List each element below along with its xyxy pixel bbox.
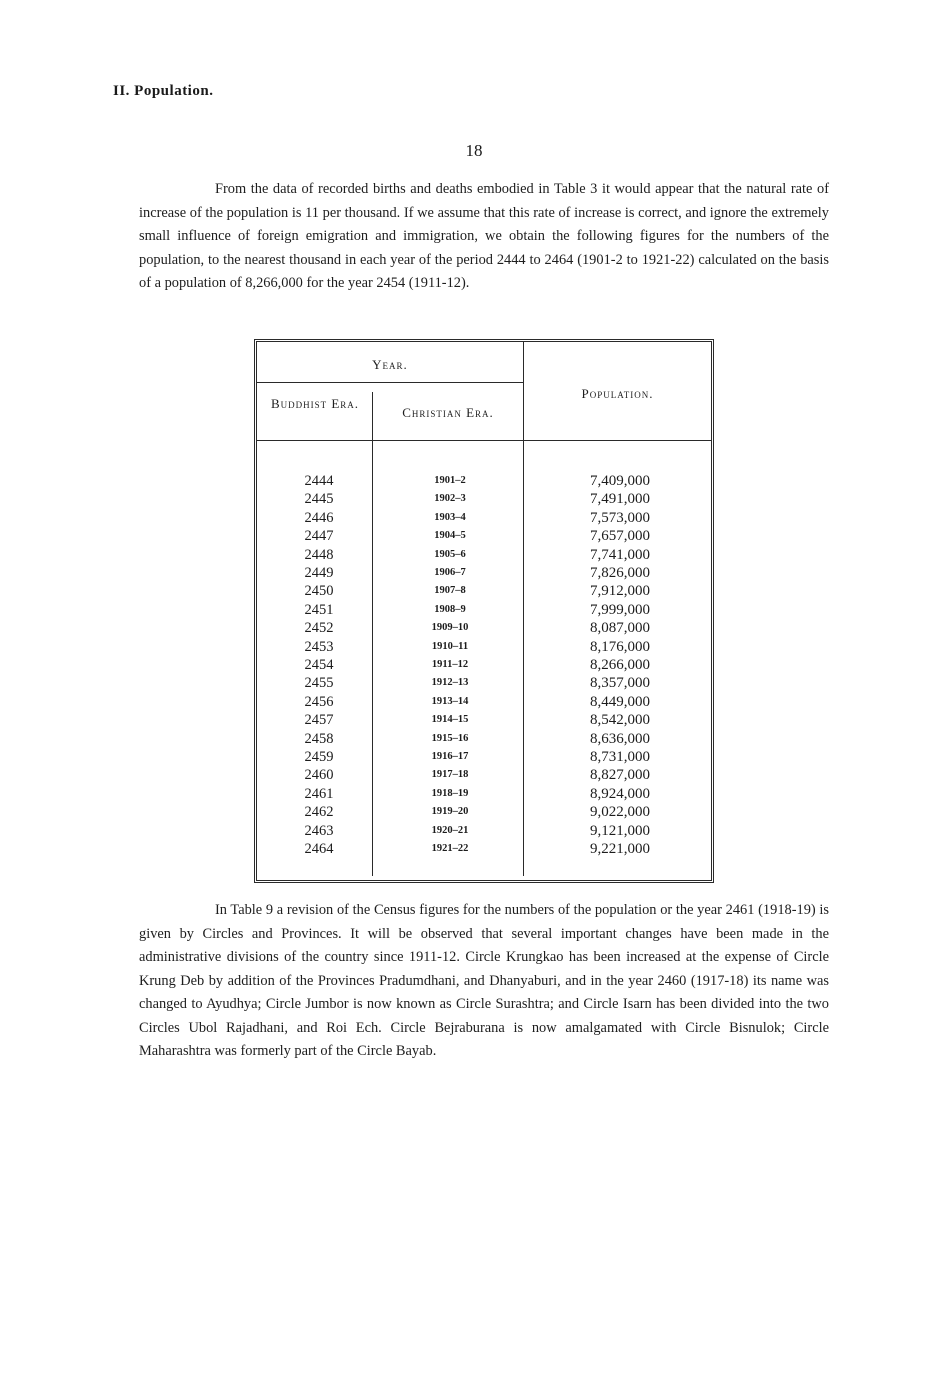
table-row [257,601,711,619]
population-cell: 7,409,000 [590,473,650,489]
buddhist-era-cell: 2451 [304,601,334,618]
population-cell: 7,999,000 [590,601,650,618]
christian-era-cell: 1911–12 [431,659,469,670]
buddhist-era-cell: 2449 [304,565,334,581]
population-cell: 7,741,000 [590,546,650,563]
table-row [257,509,711,527]
population-cell: 8,266,000 [590,657,650,673]
table-rule-header [257,440,711,441]
christian-era-cell: 1921–22 [431,843,469,854]
christian-era-cell: 1903–4 [434,511,466,523]
christian-era-cell: 1904–5 [434,530,466,542]
table-row [257,693,711,711]
buddhist-era-cell: 2448 [304,546,334,563]
table-row [257,472,711,490]
buddhist-era-cell: 2463 [304,822,334,839]
table-row [257,674,711,692]
table-row [257,766,711,784]
christian-era-cell: 1913–14 [431,695,469,707]
population-cell: 9,022,000 [590,804,650,821]
revision-paragraph-text: In Table 9 a revision of the Census figures for the numbers of the population or the year 2461 (1918-19) is given by Circles and Provinces. It will be observed that several important changes have been made in the administrative divisions of the country since 1911-12. Circle Krungkao has been increased at the expense of Circle Krung Deb by addition of the Provinces Pradumdhani, and Dhanyaburi, and in the year 2460 (1917-18) its name was changed to Ayudhya; Circle Jumbor is now known as Circle Surashtra; and Circle Isarn has been divided into the two Circles Ubol Rajadhani, and Roi Ech. Circle Bejraburana is now amalgamated with Circle Bisnulok; Circle Maharashtra was formerly part of the Circle Bayab. [139,902,829,1059]
christian-era-cell: 1920–21 [431,824,469,836]
table-row [257,822,711,840]
population-table [254,339,714,883]
population-cell: 8,357,000 [590,675,650,692]
page-number: 18 [465,141,483,160]
table-row [257,582,711,600]
population-cell: 9,121,000 [590,822,650,839]
header-population: Population. [581,386,654,401]
population-cell: 8,449,000 [590,693,650,710]
buddhist-era-cell: 2444 [304,473,334,489]
section-heading: II. Population. [113,83,214,99]
buddhist-era-cell: 2459 [304,749,334,765]
buddhist-era-cell: 2460 [304,767,334,784]
buddhist-era-cell: 2454 [304,657,334,673]
population-cell: 9,221,000 [590,841,650,857]
table-row [257,656,711,674]
population-cell: 8,731,000 [590,749,650,765]
buddhist-era-cell: 2446 [304,509,334,526]
christian-era-cell: 1909–10 [431,622,469,634]
christian-era-cell: 1910–11 [431,640,469,652]
population-cell: 8,087,000 [590,620,650,637]
christian-era-cell: 1906–7 [434,567,466,578]
buddhist-era-cell: 2457 [304,712,334,729]
table-row [257,490,711,508]
population-cell: 7,826,000 [590,565,650,581]
buddhist-era-cell: 2464 [304,841,334,857]
buddhist-era-cell: 2453 [304,638,334,655]
christian-era-cell: 1902–3 [434,493,466,505]
buddhist-era-cell: 2445 [304,491,334,508]
table-row [257,711,711,729]
table-row [257,619,711,637]
christian-era-cell: 1905–6 [434,548,466,560]
table-row [257,803,711,821]
christian-era-cell: 1907–8 [434,585,466,597]
table-row [257,638,711,656]
population-cell: 8,636,000 [590,730,650,747]
header-buddhist-era: Buddhist Era. [270,396,360,411]
population-cell: 7,573,000 [590,509,650,526]
christian-era-cell: 1912–13 [431,677,469,689]
header-christian-era: Christian Era. [402,405,494,420]
intro-paragraph-text: From the data of recorded births and deaths embodied in Table 3 it would appear that the natural rate of increase of the population is 11 per thousand. If we assume that this rate of increase is correct, and ignore the extremely small influence of foreign emigration and immigration, we obtain the following figures for the numbers of the population, to the nearest thousand in each year of the period 2444 to 2464 (1901-2 to 1921-22) calculated on the basis of a population of 8,266,000 for the year 2454 (1911-12). [139,181,829,291]
christian-era-cell: 1914–15 [431,714,469,726]
christian-era-cell: 1901–2 [434,475,466,486]
table-row [257,527,711,545]
buddhist-era-cell: 2452 [304,620,334,637]
table-row [257,546,711,564]
table-row [257,748,711,766]
table-row [257,564,711,582]
buddhist-era-cell: 2450 [304,583,334,600]
population-cell: 8,924,000 [590,785,650,802]
revision-paragraph [139,899,829,1064]
christian-era-cell: 1919–20 [431,806,469,818]
population-cell: 8,176,000 [590,638,650,655]
christian-era-cell: 1915–16 [431,732,469,744]
population-cell: 7,912,000 [590,583,650,600]
buddhist-era-cell: 2458 [304,730,334,747]
table-row [257,840,711,858]
population-cell: 7,657,000 [590,528,650,545]
christian-era-cell: 1908–9 [434,603,466,615]
christian-era-cell: 1918–19 [431,787,469,799]
table-row [257,785,711,803]
intro-paragraph [139,178,829,296]
christian-era-cell: 1917–18 [431,769,469,781]
population-cell: 8,827,000 [590,767,650,784]
buddhist-era-cell: 2455 [304,675,334,692]
header-year: Year. [372,357,408,372]
population-cell: 8,542,000 [590,712,650,729]
buddhist-era-cell: 2462 [304,804,334,821]
population-cell: 7,491,000 [590,491,650,508]
buddhist-era-cell: 2461 [304,785,334,802]
buddhist-era-cell: 2447 [304,528,334,545]
table-row [257,730,711,748]
christian-era-cell: 1916–17 [431,751,469,762]
table-rule-year [257,382,523,383]
buddhist-era-cell: 2456 [304,693,334,710]
